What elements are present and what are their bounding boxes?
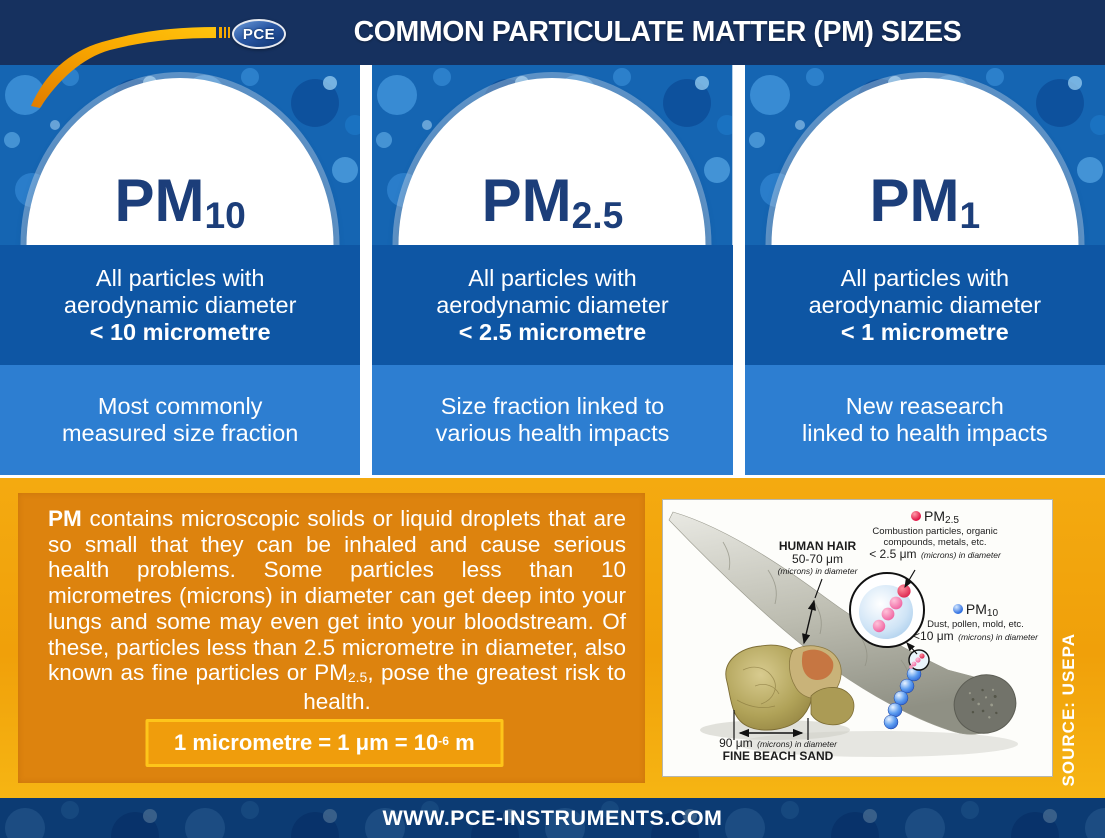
column-pm25 [372,65,732,478]
pm1-label [869,167,981,245]
pm10-note-line2: measured size fraction [61,420,299,446]
pm1-label-prefix: PM [869,167,960,234]
pm1-label-sub: 1 [959,193,981,236]
sand-size: 90 μm [719,736,753,750]
pm25-legend-name: PM [923,508,945,524]
pm1-desc-line2: aerodynamic diameter [808,291,1042,318]
pm10-dome-area [0,65,360,245]
pm25-dot-icon [911,511,921,521]
pm10-label-sub: 10 [204,193,246,236]
info-body-sub: 2.5 [347,669,368,686]
badge-main: 1 micrometre = 1 μm = 10 [174,730,439,755]
pm25-cluster-circle [909,650,929,670]
page-title: COMMON PARTICULATE MATTER (PM) SIZES [353,16,962,48]
pm10-legend-name: PM [965,601,987,617]
pm1-desc-line1: All particles with [840,264,1010,291]
micrometre-badge [145,719,504,767]
pm10-dot-icon [953,604,963,614]
pm10-legend-note: (microns) in diameter [958,632,1038,642]
pm-size-diagram-panel [662,499,1053,777]
human-hair-note: (microns) in diameter [777,566,858,576]
pm25-legend-sub: 2.5 [944,514,959,526]
pm1-note-line2: linked to health impacts [802,420,1048,446]
pm25-dome-area [372,65,732,245]
pm10-legend-size: <10 μm [913,629,954,643]
pm10-desc-line2: aerodynamic diameter [63,291,297,318]
pm25-label-sub: 2.5 [571,193,624,236]
sand-note: (microns) in diameter [757,739,837,749]
pm10-legend [898,602,1053,643]
pm25-desc-size: < 2.5 micrometre [458,318,647,345]
pm25-definition-band [372,245,732,365]
pm10-desc-line1: All particles with [95,264,265,291]
human-hair-title: HUMAN HAIR [778,539,857,553]
pm25-note-line1: Size fraction linked to [440,393,665,419]
pm10-definition-band [0,245,360,365]
pm25-legend-line2: compounds, metals, etc. [883,537,987,548]
sand-grains [726,645,854,730]
pm10-note-band [0,365,360,475]
info-lead: PM [48,506,82,531]
pm1-desc-size: < 1 micrometre [840,318,1009,345]
info-paragraph [18,493,645,715]
pm1-note-line1: New reasearch [845,393,1004,419]
footer-url[interactable]: WWW.PCE-INSTRUMENTS.COM [382,805,723,830]
badge-exponent: -6 [438,733,449,748]
pm25-desc-line1: All particles with [468,264,637,291]
pm25-desc-line2: aerodynamic diameter [436,291,669,318]
source-credit: SOURCE: USEPA [1059,632,1078,786]
footer-bar [0,798,1105,838]
pm10-desc-size: < 10 micrometre [89,318,271,345]
pm25-label [481,167,624,245]
pm10-label-prefix: PM [114,167,205,234]
pm1-note-band [745,365,1105,475]
info-body: contains microscopic solids or liquid droplets that are so small that they can be inhaled and cause serious health problems. Some particles less than 10 micrometres (microns) in diameter can get deep into your lungs and some may even get into your bloodstream. Of these, particles less than 2.5 micrometre in diameter, also known as fine particles or PM [48,506,626,686]
sand-title: FINE BEACH SAND [722,749,834,763]
pm25-legend-note: (microns) in diameter [920,550,1001,560]
info-body-end: , pose the greatest risk to health. [303,660,626,714]
column-pm1 [745,65,1105,478]
badge-unit: m [448,730,475,755]
pce-logo-text: PCE [242,25,276,43]
pm10-legend-line1: Dust, pollen, mold, etc. [927,619,1024,630]
pm10-legend-sub: 10 [986,607,999,619]
pm25-legend [845,509,1025,561]
pm25-legend-line1: Combustion particles, organic [872,526,998,537]
pm10-note-line1: Most commonly [97,393,263,419]
info-text-box [18,493,645,783]
sand-label [688,737,868,763]
pm25-note-line2: various health impacts [435,420,670,446]
pm-columns [0,65,1105,478]
pm25-legend-size: < 2.5 μm [869,547,917,561]
pm1-dome-area [745,65,1105,245]
pm10-label [114,167,246,245]
human-hair-size: 50-70 μm [792,552,843,566]
pm25-label-prefix: PM [481,167,572,234]
pm1-definition-band [745,245,1105,365]
pce-logo [232,19,286,49]
info-section [0,478,1105,798]
column-pm10 [0,65,360,478]
pm25-note-band [372,365,732,475]
